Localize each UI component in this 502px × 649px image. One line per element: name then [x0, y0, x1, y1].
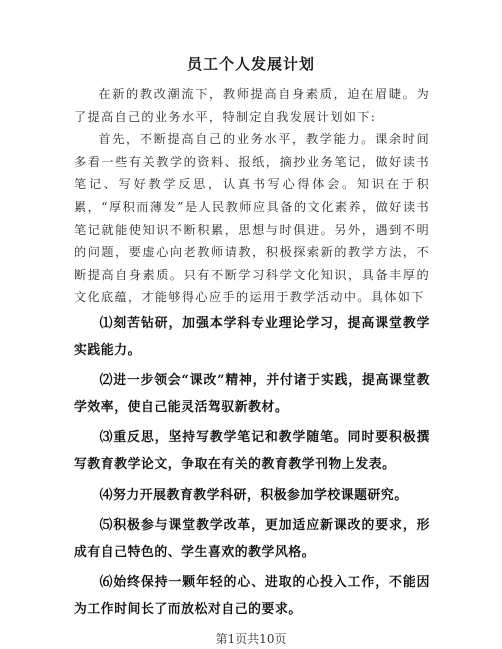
plan-item-5: ⑸积极参与课堂教学改革，更加适应新课改的要求，形成有自己特色的、学生喜欢的教学风格。: [74, 518, 430, 560]
intro-paragraph: 在新的教改潮流下，教师提高自身素质，迫在眉睫。为了提高自己的业务水平，特制定自我发展计划如下:: [74, 87, 430, 124]
plan-item-1: ⑴刻苦钻研，加强本学科专业理论学习，提高课堂教学实践能力。: [74, 315, 430, 358]
body-paragraph: 首先，不断提高自己的业务水平，教学能力。课余时间多看一些有关教学的资料、报纸，摘抄业务笔记，做好读书笔记、写好教学反思，认真书写心得体会。知识在于积累，“厚积而薄发”是人民教师应具备的文化素养，做好读书笔记就能使知识不断积累，思想与时俱进。另外，遇到不明的问题，要虚心向老教师请教，积极探索新的教学方法，不断提高自身素质。只有不断学习科学文化知识，具备丰厚的文化底蕴，才能够得心应手的运用于教学活动中。具体如下: [74, 132, 430, 305]
plan-item-6: ⑹始终保持一颗年轻的心、进取的心投入工作，不能因为工作时间长了而放松对自己的要求。: [74, 575, 430, 617]
plan-item-4: ⑷努力开展教育教学科研，积极参加学校课题研究。: [99, 487, 408, 503]
document-body: [74, 83, 430, 623]
plan-item-2: ⑵进一步领会“课改”精神，并付诸于实践，提高课堂教学效率，使自己能灵活驾驭新教材。: [74, 373, 430, 415]
document-title: 员工个人发展计划: [186, 55, 315, 73]
plan-item-list: [74, 311, 430, 624]
plan-item-3: ⑶重反思，坚持写教学笔记和教学随笔。同时要积极撰写教育教学论文，争取在有关的教育教学刊物上发表。: [74, 430, 430, 472]
page-number: 第1页共10页: [215, 632, 287, 646]
